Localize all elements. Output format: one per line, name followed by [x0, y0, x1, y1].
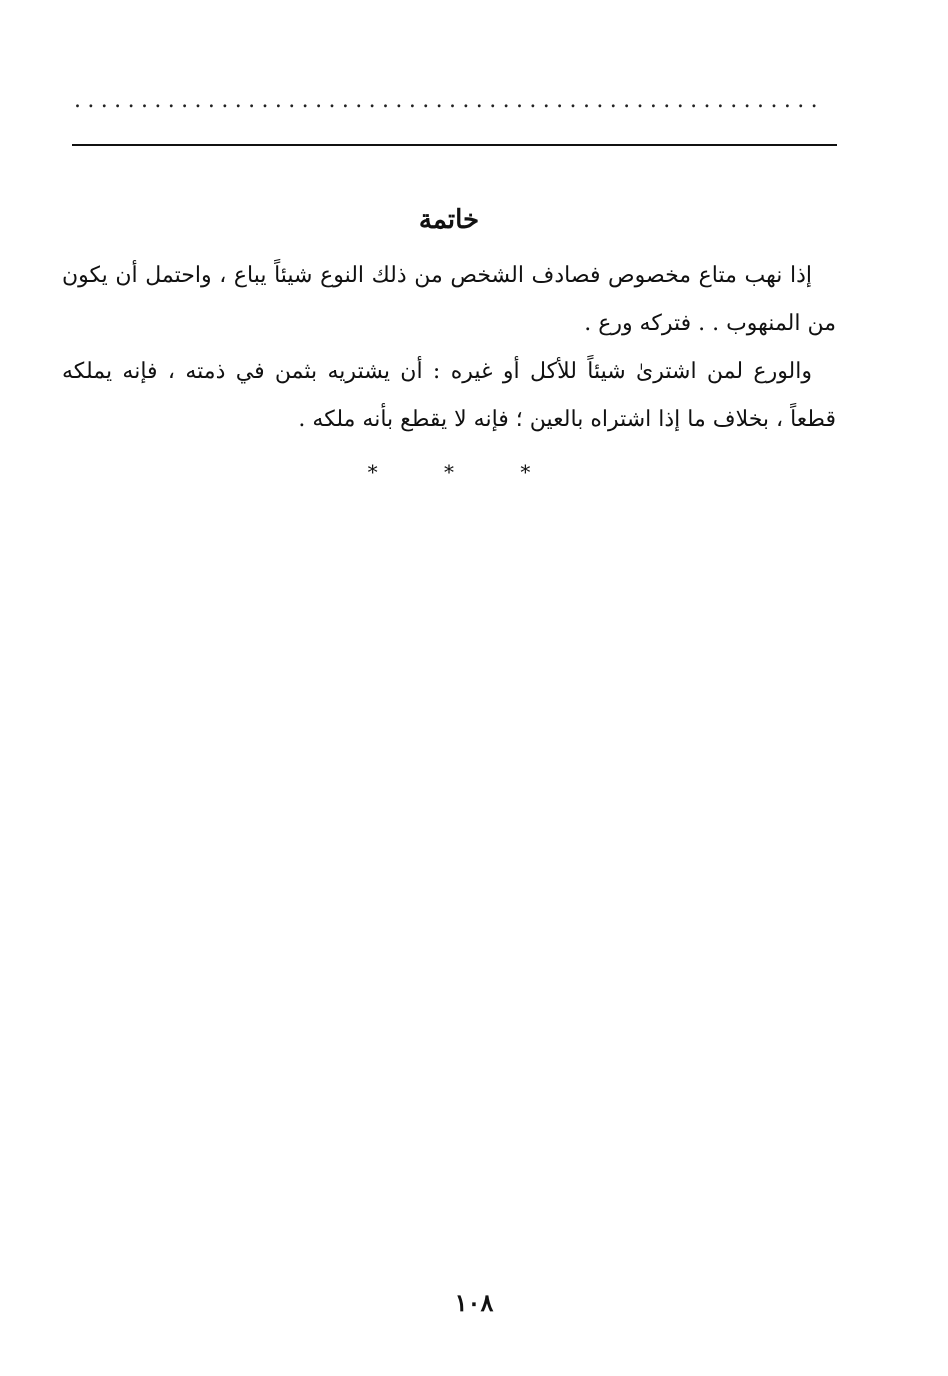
header-dotted-line: ........................................................: [74, 90, 825, 112]
header-rule: [72, 144, 837, 146]
chapter-title: خاتمة: [418, 205, 480, 235]
section-separator: * * *: [367, 460, 561, 484]
page-content: [62, 196, 836, 492]
paragraph-1: إذا نهب متاع مخصوص فصادف الشخص من ذلك النوع شيئاً يباع ، واحتمل أن يكون من المنهوب . . فتركه ورع .: [62, 263, 836, 336]
page-number: ١٠٨: [454, 1288, 494, 1317]
paragraph-2: والورع لمن اشترىٰ شيئاً للأكل أو غيره : أن يشتريه بثمن في ذمته ، فإنه يملكه قطعاً ، بخلاف ما إذا اشتراه بالعين ؛ فإنه لا يقطع بأنه ملكه .: [62, 359, 836, 432]
